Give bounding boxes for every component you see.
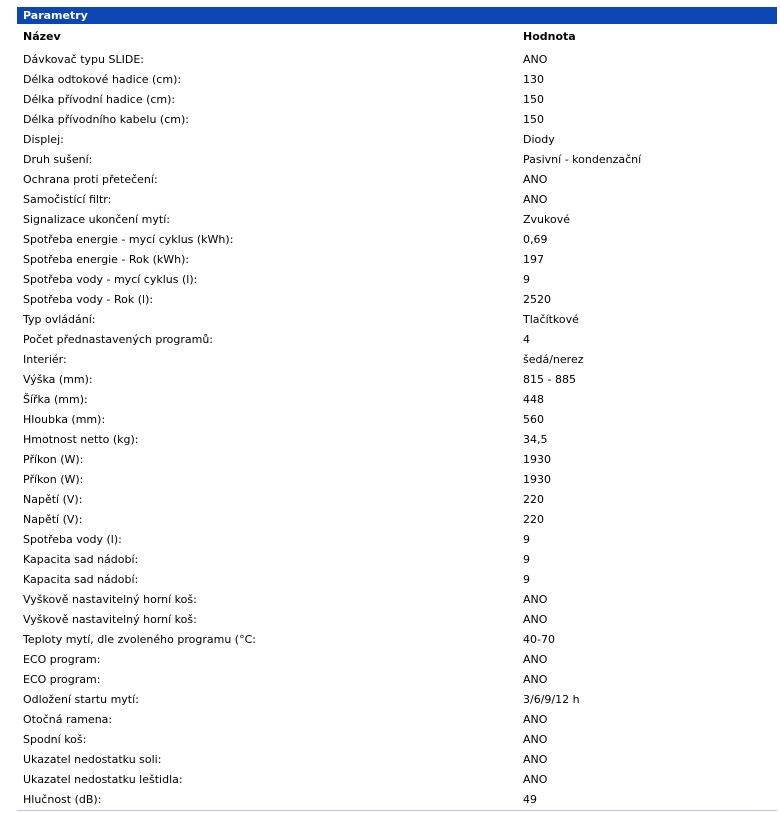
- table-row: [17, 610, 777, 630]
- parameter-value: 1930: [523, 473, 551, 486]
- parameter-name: Dávkovač typu SLIDE:: [23, 53, 144, 66]
- parameter-name: Spotřeba energie - Rok (kWh):: [23, 253, 190, 266]
- parameter-name: Délka odtokové hadice (cm):: [23, 73, 182, 86]
- parameter-name: Počet přednastavených programů:: [23, 333, 214, 346]
- parameter-name: Spotřeba vody - Rok (l):: [23, 293, 154, 306]
- parameter-name: Spotřeba vody (l):: [23, 533, 122, 546]
- parameter-value: 560: [523, 413, 544, 426]
- table-row: [17, 510, 777, 530]
- table-row: [17, 730, 777, 750]
- parameter-value: 197: [523, 253, 544, 266]
- table-row: [17, 230, 777, 250]
- table-row: [17, 630, 777, 650]
- table-row: [17, 550, 777, 570]
- parameter-value: ANO: [523, 613, 548, 626]
- table-row: [17, 170, 777, 190]
- table-row: [17, 470, 777, 490]
- table-row: [17, 710, 777, 730]
- parameter-value: ANO: [523, 733, 548, 746]
- parameter-name: Spotřeba energie - mycí cyklus (kWh):: [23, 233, 234, 246]
- parameter-value: 49: [523, 793, 537, 806]
- parameter-name: ECO program:: [23, 653, 101, 666]
- table-row: [17, 150, 777, 170]
- table-row: [17, 650, 777, 670]
- parameter-name: Napětí (V):: [23, 513, 83, 526]
- table-row: [17, 450, 777, 470]
- parameter-value: 815 - 885: [523, 373, 576, 386]
- parameter-value: šedá/nerez: [523, 353, 584, 366]
- parameter-name: Druh sušení:: [23, 153, 93, 166]
- parameter-value: ANO: [523, 713, 548, 726]
- parameter-name: Spotřeba vody - mycí cyklus (l):: [23, 273, 198, 286]
- table-row: [17, 50, 777, 70]
- table-row: [17, 410, 777, 430]
- parameter-name: Ukazatel nedostatku soli:: [23, 753, 162, 766]
- table-row: [17, 570, 777, 590]
- parameter-value: 0,69: [523, 233, 548, 246]
- table-row: [17, 190, 777, 210]
- table-row: [17, 690, 777, 710]
- table-row: [17, 70, 777, 90]
- parameter-value: ANO: [523, 773, 548, 786]
- parameter-value: ANO: [523, 53, 548, 66]
- parameter-value: 2520: [523, 293, 551, 306]
- parameter-name: Ukazatel nedostatku leštidla:: [23, 773, 183, 786]
- parameter-name: Ochrana proti přetečení:: [23, 173, 158, 186]
- parameter-value: ANO: [523, 593, 548, 606]
- table-row: [17, 310, 777, 330]
- parameter-name: Interiér:: [23, 353, 67, 366]
- table-row: [17, 90, 777, 110]
- table-row: [17, 750, 777, 770]
- parameter-value: ANO: [523, 753, 548, 766]
- section-title: Parametry: [17, 7, 777, 24]
- parameter-value: 220: [523, 513, 544, 526]
- parameter-name: Hloubka (mm):: [23, 413, 106, 426]
- parameter-value: 9: [523, 273, 530, 286]
- table-row: [17, 390, 777, 410]
- table-row: [17, 290, 777, 310]
- parameter-name: Otočná ramena:: [23, 713, 113, 726]
- parameter-name: Hlučnost (dB):: [23, 793, 102, 806]
- parameters-table: [17, 24, 777, 811]
- table-row: [17, 770, 777, 790]
- table-row: [17, 110, 777, 130]
- parameter-name: Displej:: [23, 133, 64, 146]
- parameter-value: 150: [523, 113, 544, 126]
- table-row: [17, 330, 777, 350]
- parameter-value: 448: [523, 393, 544, 406]
- parameter-name: Vyškově nastavitelný horní koš:: [23, 593, 197, 606]
- parameter-value: 9: [523, 553, 530, 566]
- parameter-name: Hmotnost netto (kg):: [23, 433, 139, 446]
- parameter-value: ANO: [523, 193, 548, 206]
- table-row: [17, 250, 777, 270]
- parameter-value: 4: [523, 333, 530, 346]
- parameter-name: Kapacita sad nádobí:: [23, 573, 139, 586]
- parameter-value: 1930: [523, 453, 551, 466]
- table-row: [17, 790, 777, 811]
- parameter-value: 3/6/9/12 h: [523, 693, 580, 706]
- table-row: [17, 350, 777, 370]
- table-row: [17, 130, 777, 150]
- parameter-name: Samočistící filtr:: [23, 193, 112, 206]
- parameter-value: 220: [523, 493, 544, 506]
- parameter-value: 150: [523, 93, 544, 106]
- column-header-value: Hodnota: [523, 30, 576, 43]
- parameter-name: Délka přívodního kabelu (cm):: [23, 113, 189, 126]
- parameter-name: Teploty mytí, dle zvoleného programu (°C:: [23, 633, 256, 646]
- table-row: [17, 670, 777, 690]
- parameter-name: Příkon (W):: [23, 453, 84, 466]
- parameter-value: 9: [523, 533, 530, 546]
- table-body: [17, 50, 777, 811]
- parameter-name: Vyškově nastavitelný horní koš:: [23, 613, 197, 626]
- parameter-value: 40-70: [523, 633, 555, 646]
- parameter-value: Diody: [523, 133, 555, 146]
- parameter-name: Délka přívodní hadice (cm):: [23, 93, 176, 106]
- table-row: [17, 430, 777, 450]
- table-row: [17, 490, 777, 510]
- parameter-name: Odložení startu mytí:: [23, 693, 139, 706]
- parameter-name: Příkon (W):: [23, 473, 84, 486]
- parameter-value: Pasivní - kondenzační: [523, 153, 642, 166]
- parameter-value: Tlačítkové: [523, 313, 579, 326]
- parameter-value: ANO: [523, 173, 548, 186]
- parameter-value: ANO: [523, 673, 548, 686]
- parameter-name: Kapacita sad nádobí:: [23, 553, 139, 566]
- parameter-name: Šířka (mm):: [23, 393, 88, 406]
- table-row: [17, 210, 777, 230]
- column-header-name: Název: [23, 30, 61, 43]
- parameter-value: ANO: [523, 653, 548, 666]
- parameter-name: Signalizace ukončení mytí:: [23, 213, 170, 226]
- table-header-row: [17, 24, 777, 50]
- parameter-name: Typ ovládání:: [23, 313, 96, 326]
- table-row: [17, 270, 777, 290]
- parameter-value: 130: [523, 73, 544, 86]
- parameter-name: Výška (mm):: [23, 373, 93, 386]
- parameter-name: ECO program:: [23, 673, 101, 686]
- table-row: [17, 530, 777, 550]
- parameter-name: Spodní koš:: [23, 733, 87, 746]
- parameter-name: Napětí (V):: [23, 493, 83, 506]
- table-row: [17, 590, 777, 610]
- table-row: [17, 370, 777, 390]
- parameter-value: 34,5: [523, 433, 548, 446]
- parameter-value: 9: [523, 573, 530, 586]
- parameters-panel: [17, 7, 777, 811]
- parameter-value: Zvukové: [523, 213, 571, 226]
